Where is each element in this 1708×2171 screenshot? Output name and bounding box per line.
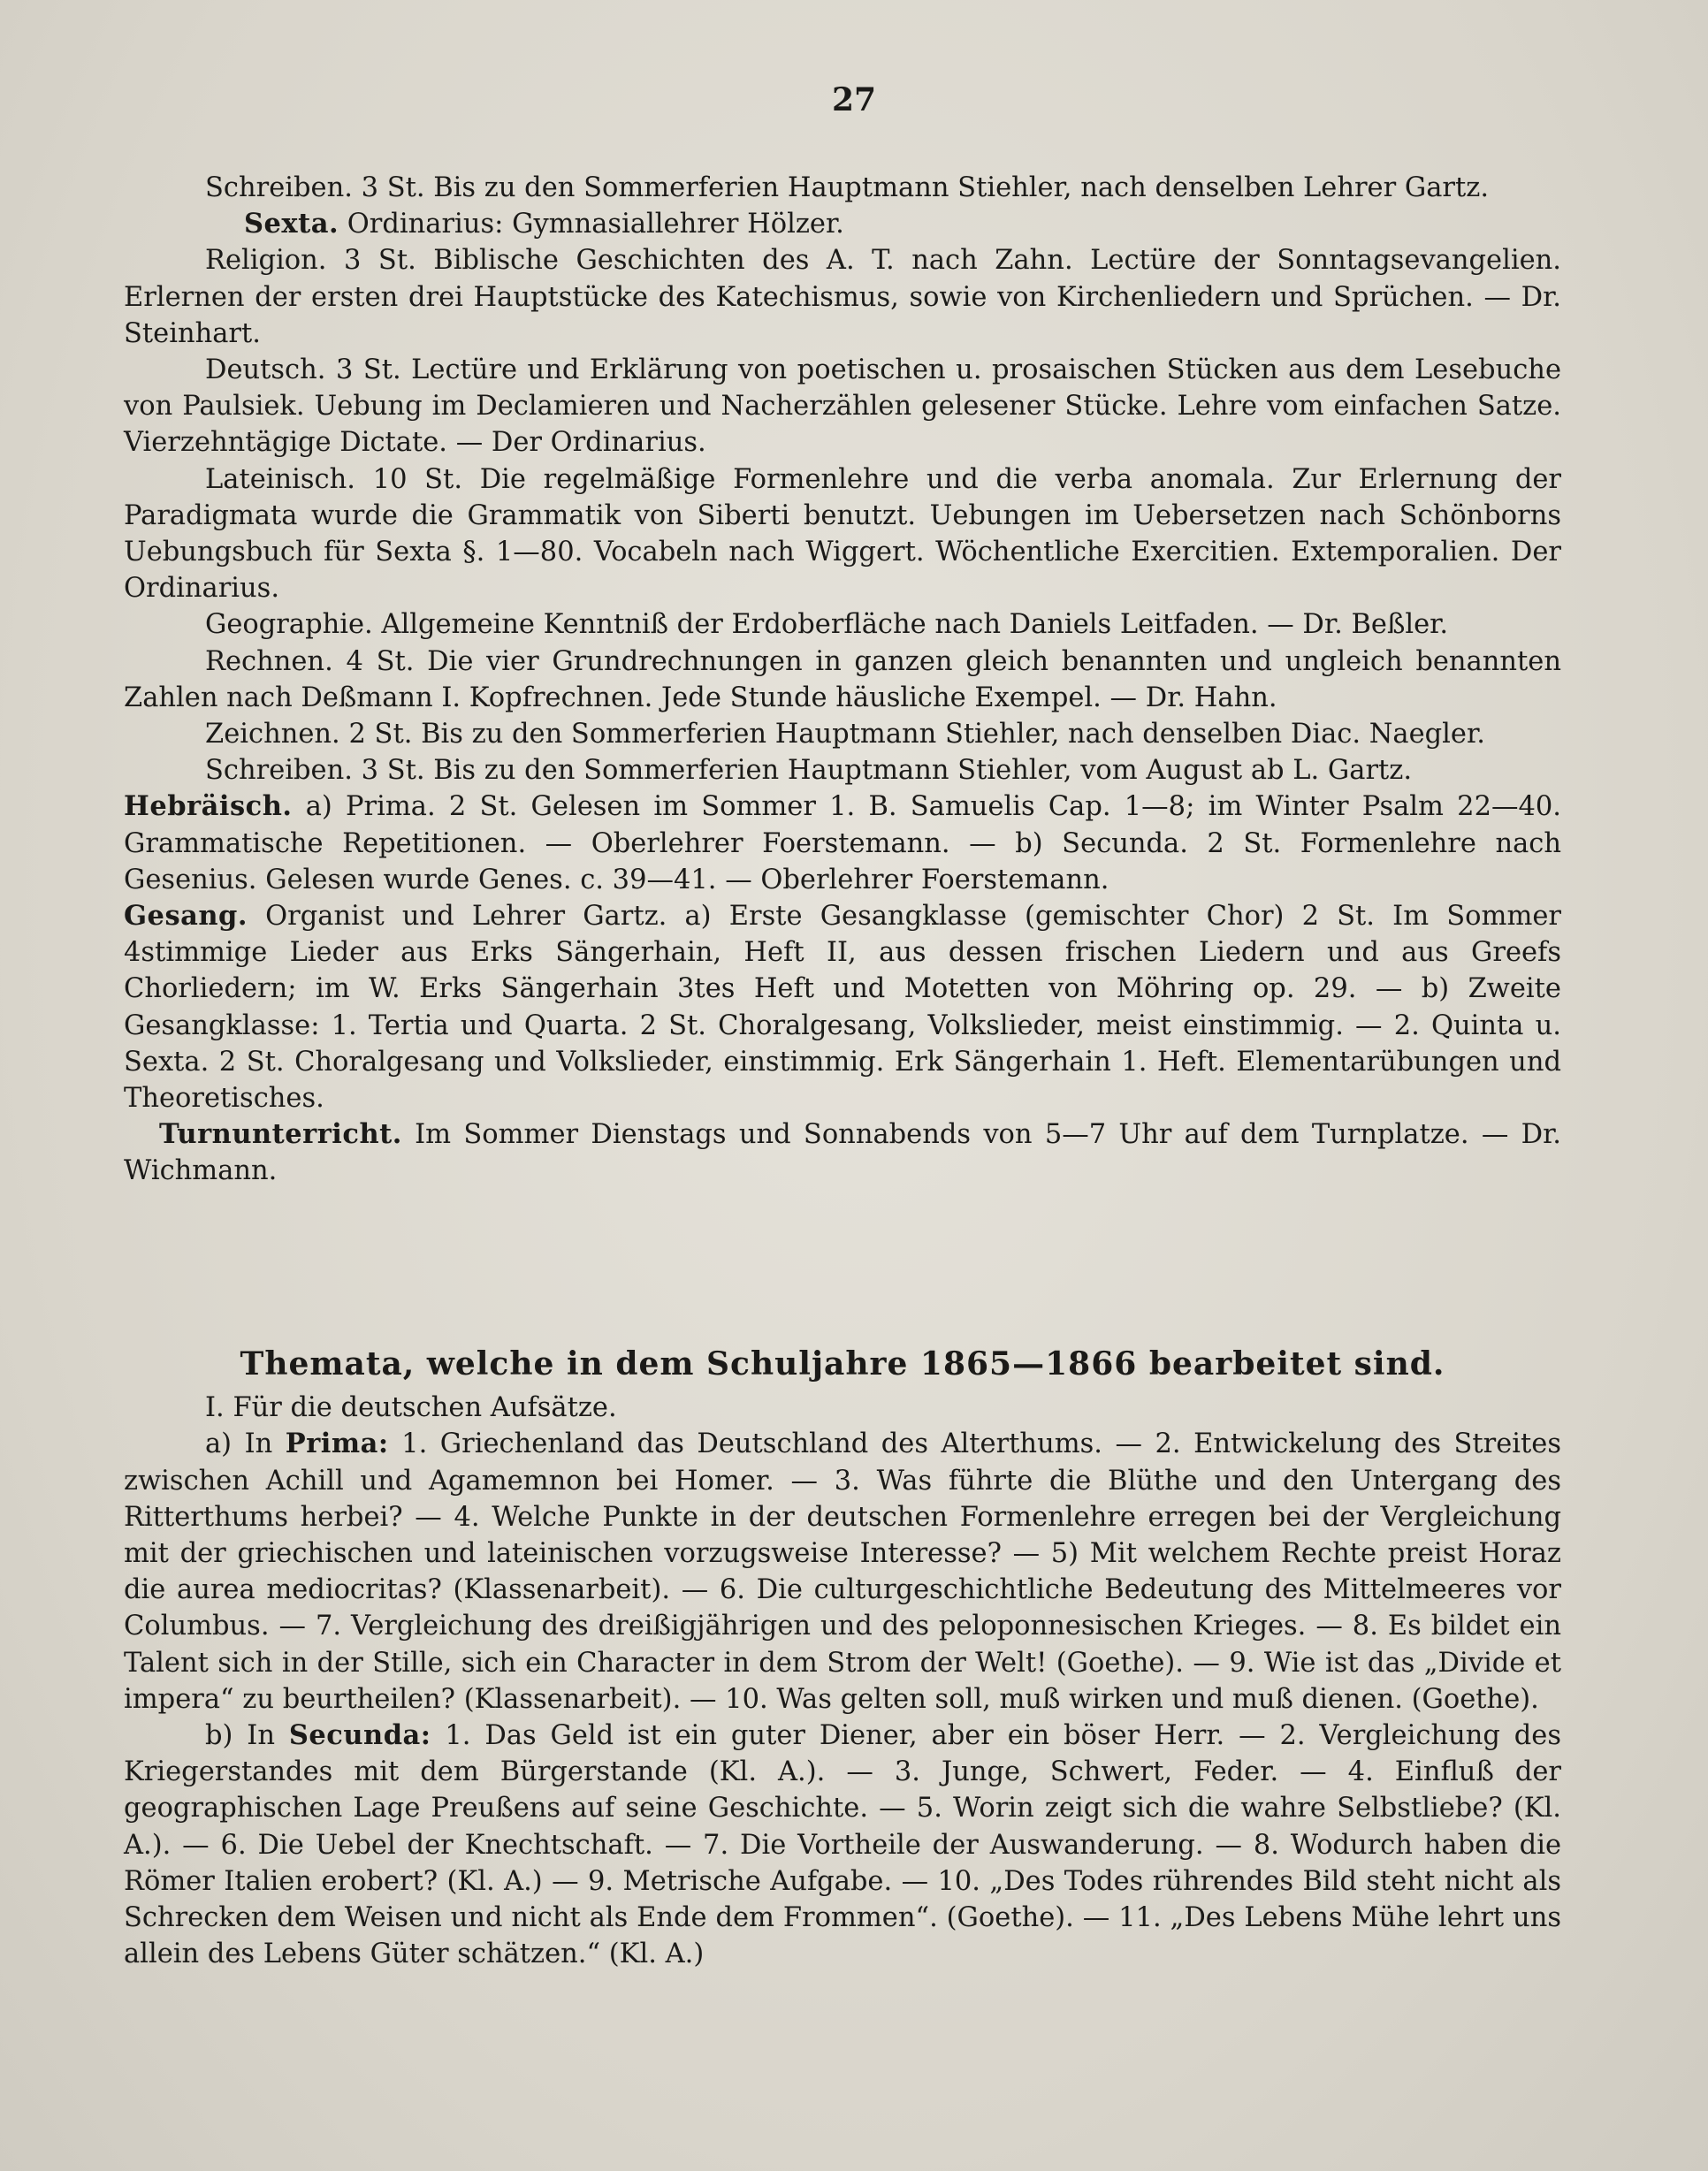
prima-prefix: a) In [205, 1428, 286, 1460]
paragraph-prima-themata [124, 1426, 1561, 1718]
heading-turnunterricht: Turnunterricht. [159, 1118, 402, 1151]
heading-sexta: Sexta. [244, 208, 339, 240]
paragraph-rechnen: Rechnen. 4 St. Die vier Grundrechnungen in ganzen gleich benannten und ungleich benannten Zahlen nach Deßmann I. Kopfrechnen. Jede Stunde häusliche Exempel. — Dr. Hahn. [124, 645, 1561, 713]
curriculum-section [124, 170, 1561, 1190]
themata-section [124, 1346, 1561, 1972]
themata-subtitle: I. Für die deutschen Aufsätze. [205, 1392, 617, 1424]
paragraph-secunda-themata [124, 1718, 1561, 1972]
paragraph-turnunterricht [124, 1116, 1561, 1189]
secunda-prefix: b) In [205, 1720, 289, 1752]
gesang-text: Organist und Lehrer Gartz. a) Erste Gesangklasse (gemischter Chor) 2 St. Im Sommer 4stimmige Lieder aus Erks Sängerhain, Heft II, aus dessen frischen Liedern und aus Greefs Chorliedern; im W. Erks Sängerhain 3tes Heft und Motetten von Möhring op. 29. — b) Zweite Gesangklasse: 1. Tertia und Quarta. 2 St. Choralgesang, Volkslieder, meist einstimmig. — 2. Quinta u. Sexta. 2 St. Choralgesang und Volkslieder, einstimmig. Erk Sängerhain 1. Heft. Elementarübungen und Theoretisches. [124, 901, 1561, 1115]
paragraph-schreiben-sexta: Schreiben. 3 St. Bis zu den Sommerferien Hauptmann Stiehler, vom August ab L. Gartz. [205, 755, 1413, 787]
page-number: 27 [831, 81, 877, 118]
paragraph-religion: Religion. 3 St. Biblische Geschichten des A. T. nach Zahn. Lectüre der Sonntagsevangelien. Erlernen der ersten drei Hauptstücke des Katechismus, sowie von Kirchenliedern und Sprüchen. — Dr. Steinhart. [124, 245, 1561, 349]
hebraeisch-text: a) Prima. 2 St. Gelesen im Sommer 1. B. Samuelis Cap. 1—8; im Winter Psalm 22—40. Grammatische Repetitionen. — Oberlehrer Foerstemann. — b) Secunda. 2 St. Formenlehre nach Gesenius. Gelesen wurde Genes. c. 39—41. — Oberlehrer Foerstemann. [124, 791, 1561, 895]
themata-title: Themata, welche in dem Schuljahre 1865—1866 bearbeitet sind. [240, 1345, 1445, 1383]
paragraph-hebraeisch [124, 788, 1561, 898]
paragraph-gesang [124, 898, 1561, 1116]
heading-hebraeisch: Hebräisch. [124, 790, 293, 823]
secunda-themata-text: 1. Das Geld ist ein guter Diener, aber ein böser Herr. — 2. Vergleichung des Kriegerstandes mit dem Bürgerstande (Kl. A.). — 3. Junge, Schwert, Feder. — 4. Einfluß der geographischen Lage Preußens auf seine Geschichte. — 5. Worin zeigt sich die wahre Selbstliebe? (Kl. A.). — 6. Die Uebel der Knechtschaft. — 7. Die Vortheile der Auswanderung. — 8. Wodurch haben die Römer Italien erobert? (Kl. A.) — 9. Metrische Aufgabe. — 10. „Des Todes rührendes Bild steht nicht als Schrecken dem Weisen und nicht als Ende dem Frommen“. (Goethe). — 11. „Des Lebens Mühe lehrt uns allein des Lebens Güter schätzen.“ (Kl. A.) [124, 1720, 1561, 1970]
paragraph-sexta-heading [124, 206, 1561, 242]
paragraph-zeichnen: Zeichnen. 2 St. Bis zu den Sommerferien Hauptmann Stiehler, nach denselben Diac. Naegler. [205, 719, 1485, 750]
prima-themata-text: 1. Griechenland das Deutschland des Alterthums. — 2. Entwickelung des Streites zwischen Achill und Agamemnon bei Homer. — 3. Was führte die Blüthe und den Untergang des Ritterthums herbei? — 4. Welche Punkte in der deutschen Formenlehre erregen bei der Vergleichung mit der griechischen und lateinischen vorzugsweise Interesse? — 5) Mit welchem Rechte preist Horaz die aurea mediocritas? (Klassenarbeit). — 6. Die culturgeschichtliche Bedeutung des Mittelmeeres vor Columbus. — 7. Vergleichung des dreißigjährigen und des peloponnesischen Krieges. — 8. Es bildet ein Talent sich in der Stille, sich ein Character in dem Strom der Welt! (Goethe). — 9. Wie ist das „Divide et impera“ zu beurtheilen? (Klassenarbeit). — 10. Was gelten soll, muß wirken und muß dienen. (Goethe). [124, 1428, 1561, 1715]
sexta-ordinarius: Ordinarius: Gymnasiallehrer Hölzer. [339, 209, 844, 240]
paragraph-schreiben-quinta: Schreiben. 3 St. Bis zu den Sommerferien Hauptmann Stiehler, nach denselben Lehrer Gartz. [205, 172, 1490, 203]
paragraph-geographie: Geographie. Allgemeine Kenntniß der Erdoberfläche nach Daniels Leitfaden. — Dr. Beßler. [205, 609, 1449, 641]
paragraph-deutsch: Deutsch. 3 St. Lectüre und Erklärung von poetischen u. prosaischen Stücken aus dem Lesebuche von Paulsiek. Uebung im Declamieren und Nacherzählen gelesener Stücke. Lehre vom einfachen Satze. Vierzehntägige Dictate. — Der Ordinarius. [124, 354, 1561, 459]
turnunterricht-text: Im Sommer Dienstags und Sonnabends von 5—7 Uhr auf dem Turnplatze. — Dr. Wichmann. [124, 1119, 1561, 1187]
heading-gesang: Gesang. [124, 900, 248, 933]
heading-prima: Prima: [285, 1428, 389, 1460]
paragraph-lateinisch: Lateinisch. 10 St. Die regelmäßige Formenlehre und die verba anomala. Zur Erlernung der Paradigmata wurde die Grammatik von Siberti benutzt. Uebungen im Uebersetzen nach Schönborns Uebungsbuch für Sexta §. 1—80. Vocabeln nach Wiggert. Wöchentliche Exercitien. Extemporalien. Der Ordinarius. [124, 463, 1561, 605]
heading-secunda: Secunda: [288, 1719, 431, 1752]
